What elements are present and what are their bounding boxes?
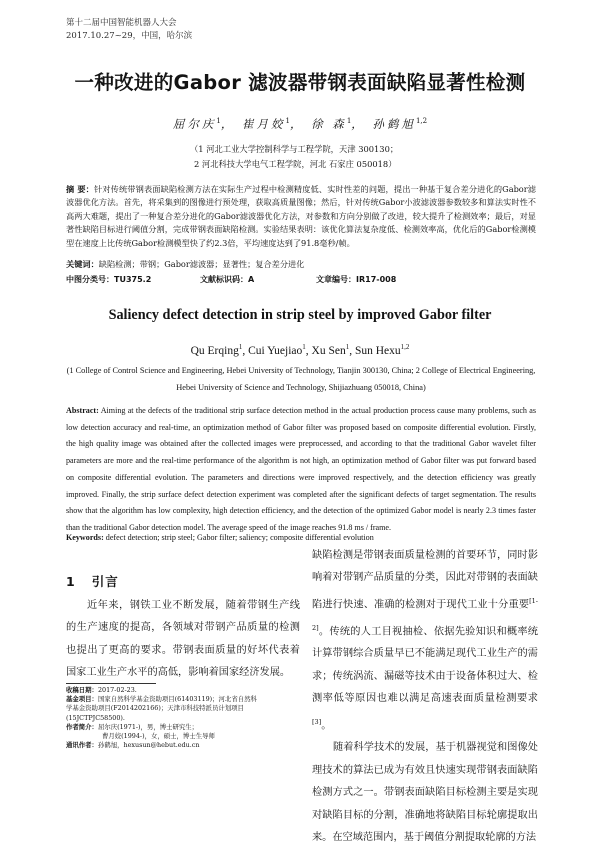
author-cn: 徐 森 bbox=[311, 117, 347, 131]
section-heading bbox=[66, 572, 119, 590]
keywords-label: Keywords: bbox=[66, 533, 104, 542]
english-keywords bbox=[66, 533, 374, 542]
abstract-label: 摘 要： bbox=[66, 184, 94, 194]
body-paragraph: 缺陷检测是带钢表面质量检测的首要环节，同时影响着对带钢产品质量的分类，因此对带钢的表面缺陷进行快速、准确的检测对于现代工业十分重要[1-2]。传统的人工目视抽检、依据先验知识和概率统计算带钢综合质量早已不能满足现代工业生产的需求；传统涡流、漏磁等技术由于设备体积过大、检测率低等原因也难以满足高速表面质量检测要求[3]。 bbox=[312, 550, 538, 732]
chinese-authors: 屈尔庆$^1$， 崔月姣$^1$， 徐 森$^1$， 孙鹤旭$^{1,2}$ bbox=[172, 117, 428, 131]
author-en: Qu Erqing bbox=[190, 344, 239, 357]
citation: [3] bbox=[312, 717, 322, 726]
document-code: 文献标识码：A bbox=[200, 275, 255, 284]
footnote-contact: 通讯作者：孙鹤旭，hexusun@hebut.edu.cn bbox=[66, 741, 200, 750]
footnote-fund-line: 学基金资助项目(F2014202166)；天津市科技特派员计划项目 bbox=[66, 704, 244, 713]
author-cn: 孙鹤旭 bbox=[372, 117, 416, 131]
article-number: 文章编号：IR17-008 bbox=[316, 275, 397, 284]
affiliation-line: （1 河北工业大学控制科学与工程学院，天津 300130； bbox=[190, 144, 399, 154]
author-en: Sun Hexu bbox=[354, 344, 401, 357]
body-right-column bbox=[312, 545, 538, 849]
abstract-text: 针对传统带钢表面缺陷检测方法在实际生产过程中检测精度低、实时性差的问题，提出一种基于复合差分进化的Gabor滤波器优化方法。首先，将采集到的图像进行预处理，获取高质量图像；然后，针对传统Gabor小波滤波器参数较多和算法实时性不高两大难题，提出了一种复合差分进化的Gabor滤波器优化方法，对参数和方向分别做了改进，较大提升了检测效率；最后，对显著性缺陷目标进行阈值分割，完成带钢表面缺陷检测。实验结果表明：该优化算法复杂度低、检测效率高，优化后的Gabor检测模型在速度上比传统Gabor检测模型快了约2.3倍，平均速度达到了91.8毫秒/帧。 bbox=[66, 184, 536, 248]
body-paragraph: 随着科学技术的发展，基于机器视觉和图像处理技术的算法已成为有效且快速实现带钢表面缺陷检测方式之一。带钢表面缺陷目标检测主要是实现对缺陷目标的分割，准确地将缺陷目标轮廓提取出来。在空域范围内，基于阈值分割提取轮廓的方法 bbox=[312, 742, 538, 844]
footnote-fund: 基金项目：国家自然科学基金资助项目(61403119)；河北省自然科 bbox=[66, 695, 257, 704]
author-cn: 屈尔庆 bbox=[172, 117, 217, 131]
chinese-title: 一种改进的Gabor 滤波器带钢表面缺陷显著性检测 bbox=[74, 71, 526, 94]
section-title: 引言 bbox=[91, 574, 119, 589]
footnote-author: 作者简介：屈尔庆(1971-)，男，博士研究生； bbox=[66, 722, 199, 731]
author-cn: 崔月姣 bbox=[242, 117, 286, 131]
abstract-text: Aiming at the defects of the traditional strip surface detection method in the actual production process cause many problems, such as low detection accuracy and real-time, an optimization method of Gabor filter was proposed based on composite differential evolution. Firstly, the high quality image was obtained after the collected images were preprocessed, and according to that the traditional Gabor wavelet filter parameters are more and the real-time performance of the algorithm is not high, an optimization method of Gabor filter was put forward based on composite differential evolution. The parameters and directions were improved respectively, and the detection efficiency was greatly improved. Finally, the strip surface defect detection experiment was completed after the significant defects of target segmentation. The results show that the algorithm has low complexity, high detection efficiency, and the detection of the optimized Gabor model is nearly 2.3 times faster than the traditional Gabor detection model. The average speed of the image reaches 91.8 ms / frame. bbox=[66, 406, 537, 532]
affiliation-line: 2 河北科技大学电气工程学院，河北 石家庄 050018） bbox=[194, 159, 397, 169]
chinese-abstract bbox=[66, 183, 536, 250]
footnote-fund-line: (15JCTPJC58500). bbox=[66, 713, 125, 722]
citation: [1-2] bbox=[312, 596, 538, 632]
author-en: Xu Sen bbox=[311, 344, 346, 357]
conference-date-place: 2017.10.27~29，中国，哈尔滨 bbox=[66, 31, 193, 41]
footnote bbox=[66, 686, 302, 750]
footnote-rule bbox=[66, 683, 156, 684]
english-affiliation: (1 College of Control Science and Engineering, Hebei University of Technology, Tianjin 300130, China; 2 College of Electrical Engineering, Hebei University of Science and Technology, Shijiazhuang 050018, China) bbox=[66, 366, 536, 392]
section-number: 1 bbox=[66, 574, 76, 589]
footnote-author-line: 曹月姣(1994-)，女，硕士，博士生导师 bbox=[102, 732, 215, 741]
keywords-label: 关键词： bbox=[66, 259, 99, 269]
footnote-received: 收稿日期：2017-02-23. bbox=[66, 686, 137, 694]
english-authors: Qu Erqing$^1$, Cui Yuejiao$^1$, Xu Sen$^1$, Sun Hexu$^{1,2}$ bbox=[190, 343, 410, 357]
body-left-column: 近年来，钢铁工业不断发展，随着带钢生产线的生产速度的提高，各领域对带钢产品质量的检测也提出了更高的要求。带钢表面质量的好坏代表着国家工业生产水平的高低，影响着国家经济发展。 bbox=[66, 600, 300, 679]
keywords-text: defect detection; strip steel; Gabor filter; saliency; composite differential evolution bbox=[105, 533, 374, 542]
conference-header bbox=[66, 17, 192, 43]
author-en: Cui Yuejiao bbox=[248, 344, 303, 357]
keywords-text: 缺陷检测；带钢；Gabor滤波器；显著性；复合差分进化 bbox=[98, 259, 305, 269]
abstract-label: Abstract: bbox=[66, 406, 99, 415]
chinese-keywords bbox=[66, 259, 304, 270]
conference-name: 第十二届中国智能机器人大会 bbox=[66, 18, 177, 28]
english-abstract bbox=[66, 403, 536, 537]
english-title: Saliency defect detection in strip steel by improved Gabor filter bbox=[108, 307, 492, 323]
classification-number: 中图分类号：TU375.2 bbox=[66, 275, 152, 284]
chinese-affiliations bbox=[190, 142, 398, 172]
